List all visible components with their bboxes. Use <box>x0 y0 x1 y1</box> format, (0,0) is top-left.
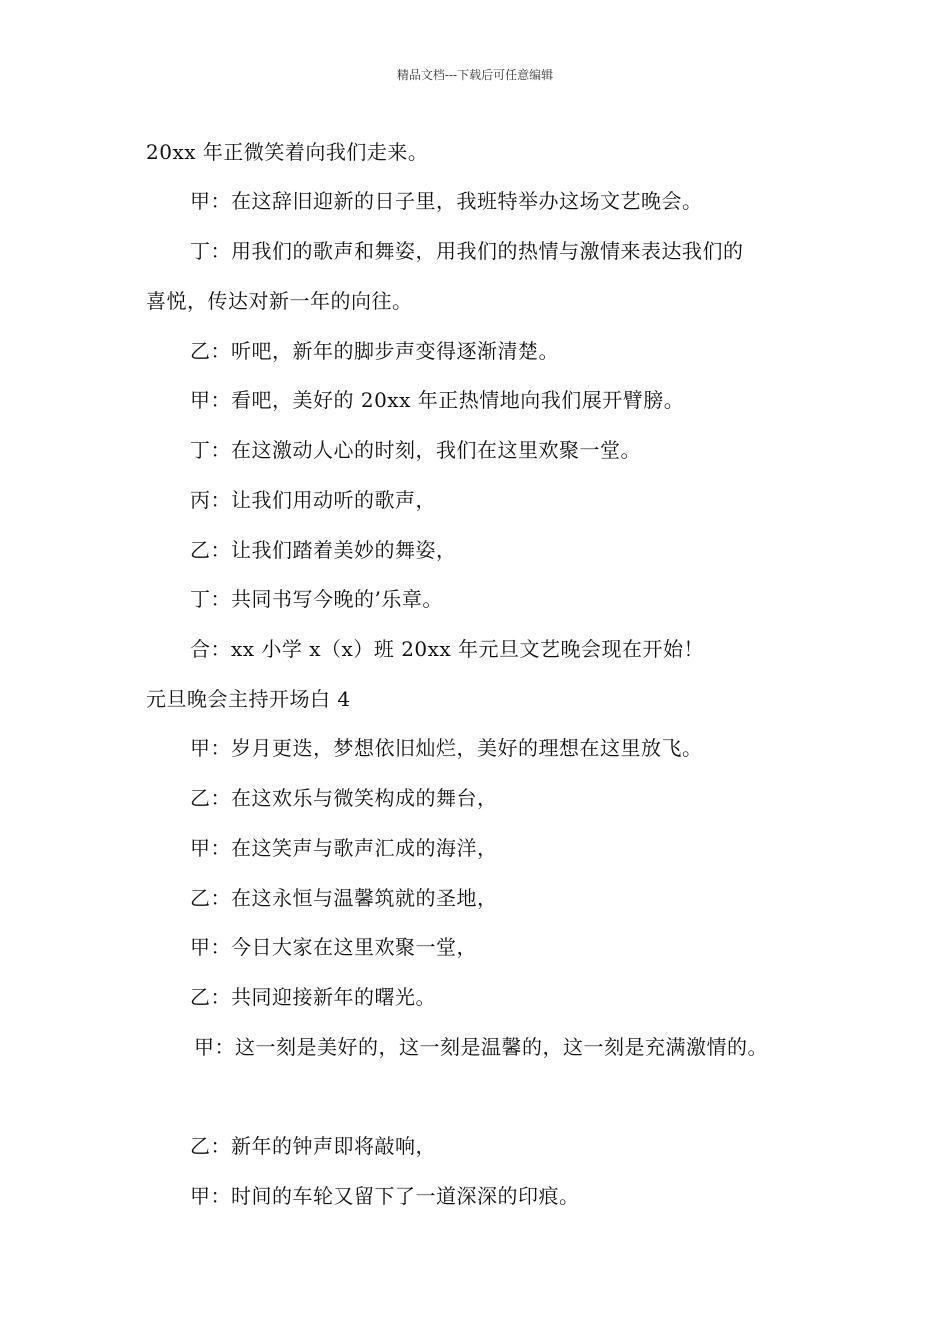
paragraph-line: 丙：让我们用动听的歌声， <box>190 488 436 512</box>
paragraph-line: 乙：共同迎接新年的曙光。 <box>190 985 436 1009</box>
paragraph-line: 乙：在这欢乐与微笑构成的舞台， <box>190 786 498 810</box>
paragraph-line: 甲：今日大家在这里欢聚一堂， <box>190 935 477 959</box>
paragraph-line: 喜悦，传达对新一年的向往。 <box>146 289 413 313</box>
paragraph-line: 甲：在这笑声与歌声汇成的海洋， <box>190 836 498 860</box>
paragraph-line: 丁：用我们的歌声和舞姿，用我们的热情与激情来表达我们的 <box>190 239 744 263</box>
paragraph-line: 乙：听吧，新年的脚步声变得逐渐清楚。 <box>190 339 559 363</box>
paragraph-line: 20xx 年正微笑着向我们走来。 <box>146 140 429 164</box>
section-heading: 元旦晚会主持开场白 4 <box>146 687 351 711</box>
page-header: 精品文档---下载后可任意编辑 <box>396 68 554 82</box>
paragraph-line: 丁：在这激动人心的时刻，我们在这里欢聚一堂。 <box>190 438 641 462</box>
paragraph-line: 乙：新年的钟声即将敲响， <box>190 1134 436 1158</box>
paragraph-line: 甲：在这辞旧迎新的日子里，我班特举办这场文艺晚会。 <box>190 189 703 213</box>
paragraph-line: 合：xx 小学 x（x）班 20xx 年元旦文艺晚会现在开始！ <box>190 637 705 661</box>
paragraph-line: 乙：在这永恒与温馨筑就的圣地， <box>190 886 498 910</box>
paragraph-line: 甲：看吧，美好的 20xx 年正热情地向我们展开臂膀。 <box>190 388 685 412</box>
paragraph-line: 乙：让我们踏着美妙的舞姿， <box>190 538 457 562</box>
paragraph-line: 丁：共同书写今晚的’乐章。 <box>190 587 443 611</box>
paragraph-line: 甲：这一刻是美好的，这一刻是温馨的，这一刻是充满激情的。 <box>194 1035 768 1059</box>
paragraph-line: 甲：时间的车轮又留下了一道深深的印痕。 <box>190 1184 580 1208</box>
paragraph-line: 甲：岁月更迭，梦想依旧灿烂，美好的理想在这里放飞。 <box>190 736 703 760</box>
